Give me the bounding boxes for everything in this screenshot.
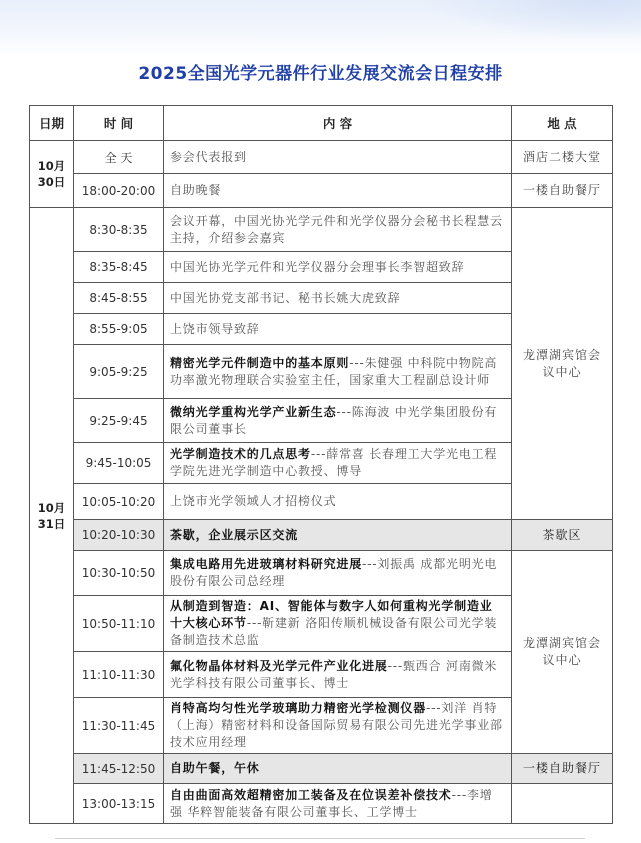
header-background bbox=[0, 0, 641, 56]
row-time: 8:30-8:35 bbox=[74, 208, 164, 252]
row-content: 上饶市光学领域人才招榜仪式 bbox=[164, 484, 512, 520]
row-time: 9:05-9:25 bbox=[74, 345, 164, 399]
row-content: 自助晚餐 bbox=[164, 174, 512, 208]
row-content bbox=[164, 698, 512, 754]
talk-speaker: ---甄西合 河南微米光学科技有限公司董事长、博士 bbox=[170, 658, 498, 690]
row-content: 茶歇，企业展示区交流 bbox=[164, 520, 512, 551]
row-content: 中国光协光学元件和光学仪器分会理事长李智超致辞 bbox=[164, 252, 512, 283]
talk-topic: 肖特高均匀性光学玻璃助力精密光学检测仪器 bbox=[170, 701, 427, 715]
venue-morning: 龙潭湖宾馆会议中心 bbox=[512, 208, 613, 520]
row-place: 一楼自助餐厅 bbox=[512, 754, 613, 784]
row-time: 9:25-9:45 bbox=[74, 399, 164, 443]
header-row bbox=[30, 106, 613, 141]
row-content: 会议开幕，中国光协光学元件和光学仪器分会秘书长程慧云主持，介绍参会嘉宾 bbox=[164, 208, 512, 252]
row-time: 10:20-10:30 bbox=[74, 520, 164, 551]
bottom-divider bbox=[55, 838, 585, 839]
talk-topic: 集成电路用先进玻璃材料研究进展 bbox=[170, 557, 363, 571]
row-content bbox=[164, 345, 512, 399]
row-time: 10:50-11:10 bbox=[74, 596, 164, 652]
table-row bbox=[30, 754, 613, 784]
row-content: 中国光协党支部书记、秘书长姚大虎致辞 bbox=[164, 283, 512, 314]
day2-date: 10月 31日 bbox=[30, 208, 74, 824]
row-time: 9:45-10:05 bbox=[74, 443, 164, 484]
talk-speaker: ---李增强 华粹智能装备有限公司董事长、工学博士 bbox=[170, 787, 493, 819]
table-row bbox=[30, 174, 613, 208]
row-content: 参会代表报到 bbox=[164, 141, 512, 174]
row-time: 10:05-10:20 bbox=[74, 484, 164, 520]
row-time: 11:45-12:50 bbox=[74, 754, 164, 784]
row-time: 18:00-20:00 bbox=[74, 174, 164, 208]
talk-speaker: ---刘洋 肖特（上海）精密材料和设备国际贸易有限公司先进光学事业部技术应用经理 bbox=[170, 701, 503, 749]
row-place: 一楼自助餐厅 bbox=[512, 174, 613, 208]
header-content: 内 容 bbox=[164, 106, 512, 141]
header-time: 时 间 bbox=[74, 106, 164, 141]
row-place-empty bbox=[512, 784, 613, 824]
day1-date: 10月 30日 bbox=[30, 141, 74, 208]
table-row bbox=[30, 520, 613, 551]
talk-topic: 微纳光学重构光学产业新生态 bbox=[170, 404, 337, 419]
talk-speaker: ---薛常喜 长春理工大学光电工程学院先进光学制造中心教授、博导 bbox=[170, 447, 498, 478]
schedule-table bbox=[29, 105, 613, 824]
row-place: 茶歇区 bbox=[512, 520, 613, 551]
row-content bbox=[164, 399, 512, 443]
talk-topic: 自由曲面高效超精密加工装备及在位误差补偿技术 bbox=[170, 787, 452, 802]
row-content: 自助午餐，午休 bbox=[164, 754, 512, 784]
row-time: 8:55-9:05 bbox=[74, 314, 164, 345]
row-time: 全 天 bbox=[74, 141, 164, 174]
header-date: 日期 bbox=[30, 106, 74, 141]
table-row bbox=[30, 141, 613, 174]
talk-speaker: ---刘振禹 成都光明光电股份有限公司总经理 bbox=[170, 557, 498, 588]
talk-speaker: ---朱健强 中科院中物院高功率激光物理联合实验室主任，国家重大工程副总设计师 bbox=[170, 355, 498, 387]
venue-late-morning: 龙潭湖宾馆会议中心 bbox=[512, 551, 613, 754]
row-content bbox=[164, 784, 512, 824]
table-row bbox=[30, 208, 613, 252]
header-place: 地 点 bbox=[512, 106, 613, 141]
row-time: 11:10-11:30 bbox=[74, 652, 164, 698]
talk-topic: 精密光学元件制造中的基本原则 bbox=[170, 355, 350, 370]
talk-topic: 光学制造技术的几点思考 bbox=[170, 447, 311, 461]
talk-speaker: ---靳建新 洛阳传顺机械设备有限公司光学装备制造技术总监 bbox=[170, 616, 498, 647]
table-row bbox=[30, 784, 613, 824]
row-content: 上饶市领导致辞 bbox=[164, 314, 512, 345]
talk-topic: 从制造到智造：AI、智能体与数字人如何重构光学制造业十大核心环节 bbox=[170, 599, 493, 630]
row-content bbox=[164, 652, 512, 698]
row-content bbox=[164, 551, 512, 596]
page-title: 2025全国光学元器件行业发展交流会日程安排 bbox=[138, 64, 503, 84]
row-time: 13:00-13:15 bbox=[74, 784, 164, 824]
talk-topic: 氟化物晶体材料及光学元件产业化进展 bbox=[170, 658, 388, 673]
row-time: 8:45-8:55 bbox=[74, 283, 164, 314]
row-place: 酒店二楼大堂 bbox=[512, 141, 613, 174]
row-content bbox=[164, 596, 512, 652]
row-time: 10:30-10:50 bbox=[74, 551, 164, 596]
talk-speaker: ---陈海波 中光学集团股份有限公司董事长 bbox=[170, 404, 498, 436]
table-row bbox=[30, 551, 613, 596]
row-time: 8:35-8:45 bbox=[74, 252, 164, 283]
row-content bbox=[164, 443, 512, 484]
row-time: 11:30-11:45 bbox=[74, 698, 164, 754]
